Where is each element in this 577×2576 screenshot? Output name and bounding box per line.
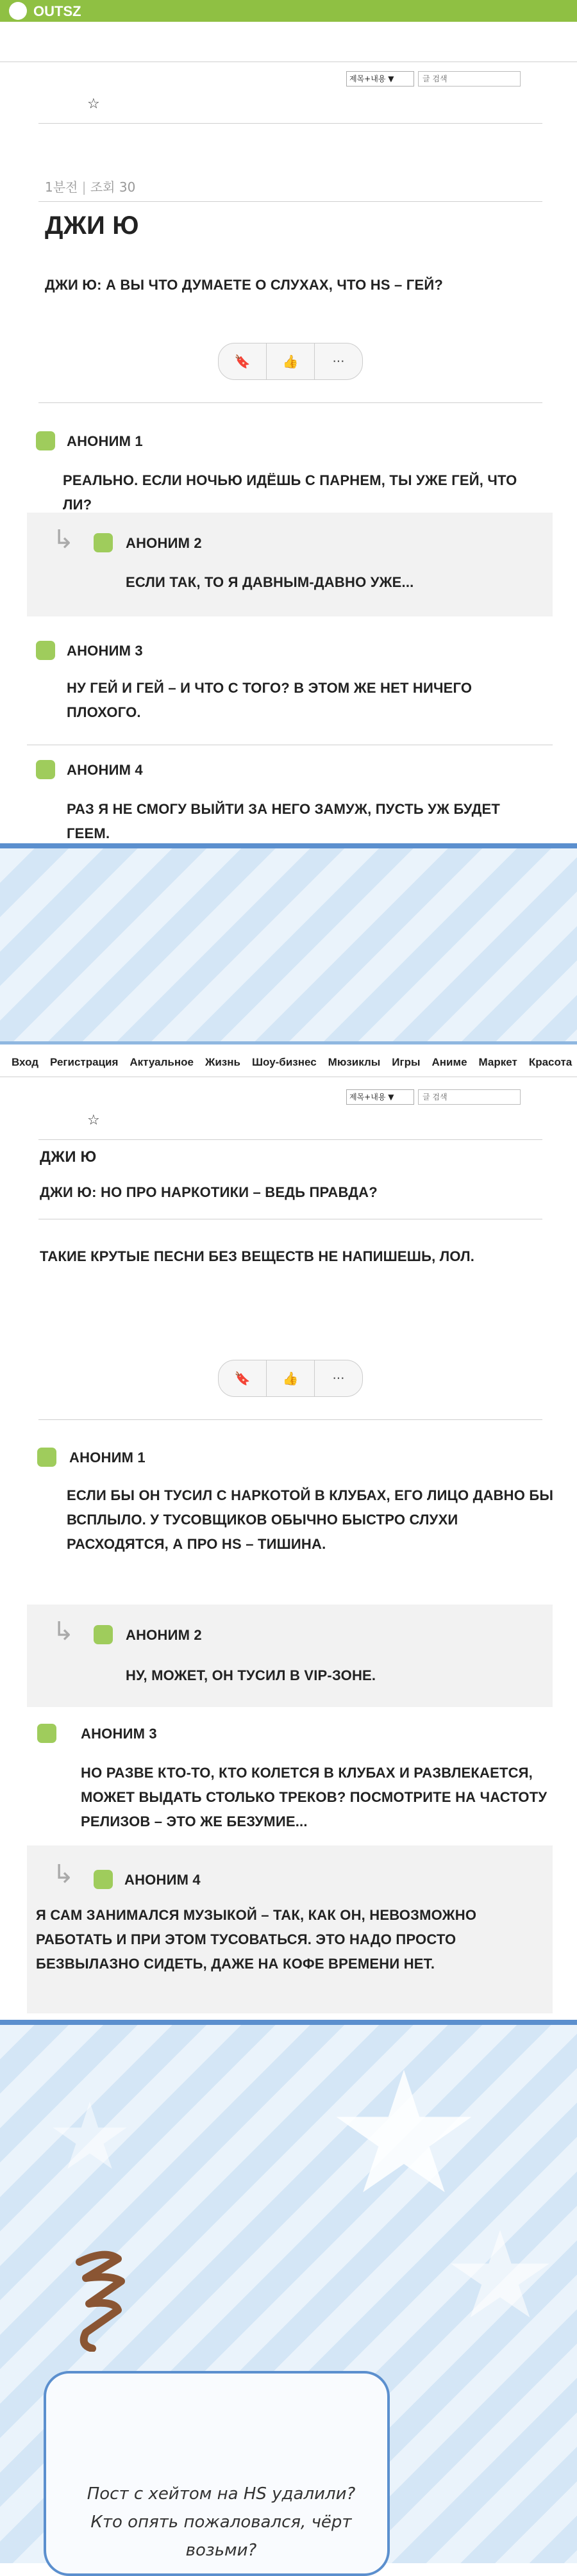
search-input[interactable]: 글 검색 <box>418 71 521 87</box>
like-icon[interactable]: 👍 <box>282 1371 299 1386</box>
post-meta: 1분전 | 조회 30 <box>45 179 136 195</box>
post-body: ДЖИ Ю: НО ПРО НАРКОТИКИ – ВЕДЬ ПРАВДА? <box>40 1184 378 1200</box>
nav-games[interactable]: Игры <box>392 1056 421 1068</box>
post-body: ДЖИ Ю: А ВЫ ЧТО ДУМАЕТЕ О СЛУХАХ, ЧТО HS – ГЕЙ? <box>45 277 443 293</box>
reply-box <box>27 1605 553 1707</box>
panel-border <box>0 843 577 848</box>
nav-register[interactable]: Регистрация <box>50 1056 119 1068</box>
panel-border <box>0 1041 577 1044</box>
avatar-icon <box>94 1625 113 1644</box>
post-views: 조회 30 <box>90 179 136 195</box>
post-title: ДЖИ Ю <box>40 1148 97 1166</box>
like-icon[interactable]: 👍 <box>282 354 299 369</box>
search-scope-select[interactable]: 제목+내용 ▼ <box>346 71 414 87</box>
avatar-icon <box>94 533 113 552</box>
top-bar <box>0 0 577 22</box>
comment-author: АНОНИМ 4 <box>67 762 143 778</box>
comment-text: РАЗ Я НЕ СМОГУ ВЫЙТИ ЗА НЕГО ЗАМУЖ, ПУСТЬ УЖ БУДЕТ ГЕЕМ. <box>67 801 501 841</box>
comment-text: РЕАЛЬНО. ЕСЛИ НОЧЬЮ ИДЁШЬ С ПАРНЕМ, ТЫ УЖЕ ГЕЙ, ЧТО ЛИ? <box>63 472 517 513</box>
comment-author: АНОНИМ 2 <box>126 1627 202 1643</box>
nav-login[interactable]: Вход <box>12 1056 39 1068</box>
divider <box>38 123 542 124</box>
avatar-icon <box>36 641 55 660</box>
comment-text: ЕСЛИ ТАК, ТО Я ДАВНЫМ-ДАВНО УЖЕ... <box>126 574 414 590</box>
divider <box>38 1419 542 1420</box>
divider <box>38 201 542 202</box>
divider <box>38 402 542 403</box>
comment-text: Я САМ ЗАНИМАЛСЯ МУЗЫКОЙ – ТАК, КАК ОН, НЕВОЗМОЖНО РАБОТАТЬ И ПРИ ЭТОМ ТУСОВАТЬСЯ. ЭТО НАДО ПРОСТО БЕЗВЫЛАЗНО СИДЕТЬ, ДАЖЕ НА КОФЕ ВРЕМЕНИ НЕТ. <box>36 1907 477 1972</box>
comment-author: АНОНИМ 4 <box>124 1872 201 1888</box>
comment-text: НУ ГЕЙ И ГЕЙ – И ЧТО С ТОГО? В ЭТОМ ЖЕ НЕТ НИЧЕГО ПЛОХОГО. <box>67 680 472 720</box>
comment-text: НО РАЗВЕ КТО-ТО, КТО КОЛЕТСЯ В КЛУБАХ И РАЗВЛЕКАЕТСЯ, МОЖЕТ ВЫДАТЬ СТОЛЬКО ТРЕКОВ? ПОСМОТРИТЕ НА ЧАСТОТУ РЕЛИЗОВ – ЭТО ЖЕ БЕЗУМИЕ... <box>81 1765 548 1829</box>
nav-trending[interactable]: Актуальное <box>130 1056 194 1068</box>
main-nav <box>0 1049 577 1076</box>
logo-icon[interactable] <box>9 2 27 20</box>
panel-background <box>0 848 577 1043</box>
star-icon[interactable]: ☆ <box>87 1112 100 1128</box>
reply-arrow-icon: ↳ <box>53 525 74 554</box>
star-icon[interactable]: ☆ <box>87 96 100 112</box>
comment-author: АНОНИМ 2 <box>126 535 202 551</box>
more-icon[interactable]: ··· <box>332 354 345 369</box>
comment-text: НУ, МОЖЕТ, ОН ТУСИЛ В VIP-ЗОНЕ. <box>126 1667 376 1683</box>
search-scope-select[interactable]: 제목+내용 ▼ <box>346 1089 414 1105</box>
comment-author: АНОНИМ 1 <box>67 433 143 449</box>
site-logo-text[interactable]: OUTSZ <box>33 3 81 19</box>
search-input[interactable]: 글 검색 <box>418 1089 521 1105</box>
comment-text: ЕСЛИ БЫ ОН ТУСИЛ С НАРКОТОЙ В КЛУБАХ, ЕГО ЛИЦО ДАВНО БЫ ВСПЛЫЛО. У ТУСОВЩИКОВ ОБЫЧНО БЫСТРО СЛУХИ РАСХОДЯТСЯ, А ПРО HS – ТИШИНА. <box>67 1487 554 1552</box>
more-icon[interactable]: ··· <box>332 1371 345 1386</box>
avatar-icon <box>36 431 55 450</box>
post-body: ТАКИЕ КРУТЫЕ ПЕСНИ БЕЗ ВЕЩЕСТВ НЕ НАПИШЕШЬ, ЛОЛ. <box>40 1248 475 1264</box>
reply-arrow-icon: ↳ <box>53 1617 74 1646</box>
avatar-icon <box>94 1870 113 1889</box>
reply-box <box>27 513 553 616</box>
post-time: 1분전 <box>45 179 78 195</box>
nav-showbiz[interactable]: Шоу-бизнес <box>251 1056 317 1068</box>
post-actions <box>218 343 363 380</box>
avatar-icon <box>37 1724 56 1743</box>
nav-anime[interactable]: Аниме <box>431 1056 467 1068</box>
comment-author: АНОНИМ 1 <box>69 1449 146 1466</box>
nav-market[interactable]: Маркет <box>478 1056 517 1068</box>
nav-musicals[interactable]: Мюзиклы <box>328 1056 381 1068</box>
nav-life[interactable]: Жизнь <box>205 1056 240 1068</box>
avatar-icon <box>37 1448 56 1467</box>
speech-bubble-text: Пост с хейтом на HS удалили? Кто опять пожаловался, чёрт возьми? <box>87 2484 356 2560</box>
swoosh-sfx-icon <box>67 2243 137 2352</box>
post-title: ДЖИ Ю <box>45 211 139 240</box>
reply-arrow-icon: ↳ <box>53 1860 74 1889</box>
panel-border <box>0 2020 577 2025</box>
comment-author: АНОНИМ 3 <box>81 1726 157 1742</box>
divider <box>38 1139 542 1140</box>
avatar-icon <box>36 760 55 779</box>
bookmark-icon[interactable]: 🔖 <box>234 1371 251 1386</box>
post-actions <box>218 1360 363 1397</box>
bookmark-icon[interactable]: 🔖 <box>234 354 251 369</box>
nav-beauty[interactable]: Красота <box>528 1056 573 1068</box>
comment-author: АНОНИМ 3 <box>67 643 143 659</box>
